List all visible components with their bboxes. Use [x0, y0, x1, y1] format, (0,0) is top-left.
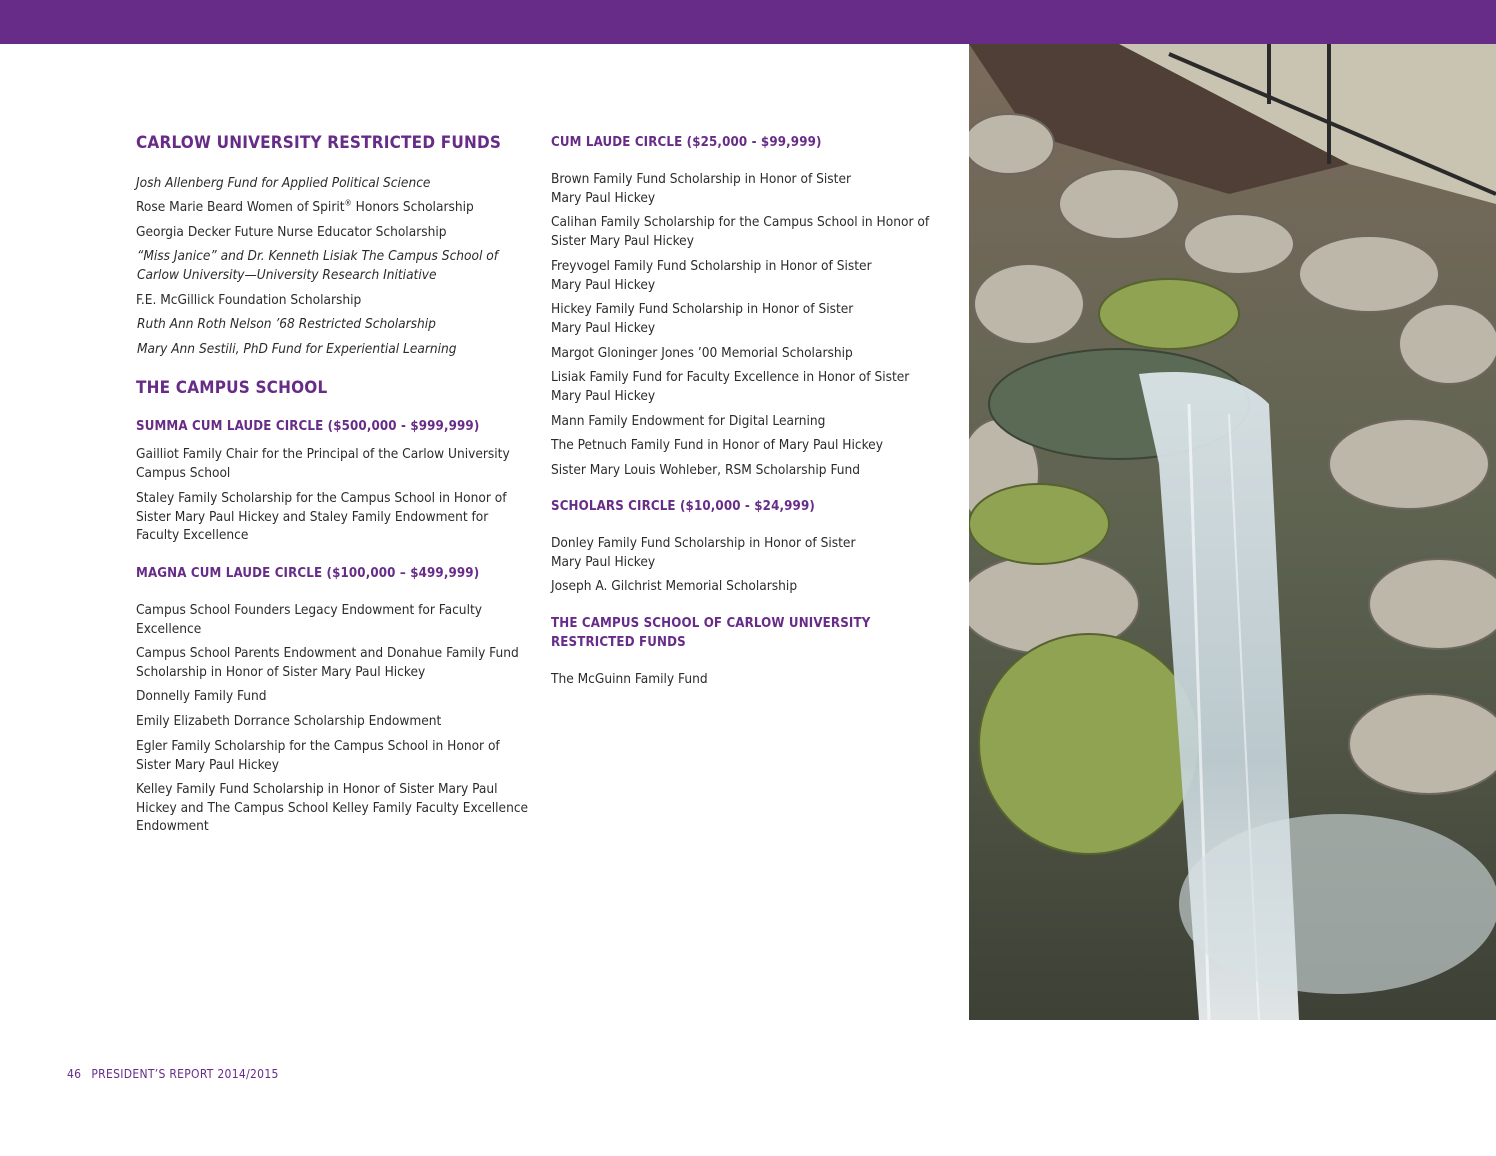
list-item: Calihan Family Scholarship for the Campus School in Honor of Sister Mary Paul Hickey [551, 214, 930, 249]
list-item: Rose Marie Beard Women of Spirit® Honors Scholarship [136, 198, 474, 215]
report-title: PRESIDENT’S REPORT 2014/2015 [91, 1067, 279, 1081]
list-item: Emily Elizabeth Dorrance Scholarship Endowment [136, 713, 442, 729]
list-item: Donnelly Family Fund [136, 688, 267, 704]
waterfall-image [969, 44, 1496, 1020]
list-item: Egler Family Scholarship for the Campus School in Honor of Sister Mary Paul Hickey [136, 738, 500, 773]
list-item: Kelley Family Fund Scholarship in Honor of Sister Mary Paul Hickey and The Campus School Kelley Family Faculty Excellence Endowment [136, 781, 529, 835]
list-item: Mary Ann Sestili, PhD Fund for Experiential Learning [137, 341, 457, 357]
heading-restricted-funds: CARLOW UNIVERSITY RESTRICTED FUNDS [136, 133, 502, 153]
heading-campus-school: THE CAMPUS SCHOOL [136, 378, 328, 398]
list-item: The Petnuch Family Fund in Honor of Mary Paul Hickey [551, 437, 883, 453]
list-item: Georgia Decker Future Nurse Educator Scholarship [136, 224, 447, 240]
list-item: Donley Family Fund Scholarship in Honor of Sister Mary Paul Hickey [551, 535, 856, 570]
page-footer [67, 1067, 279, 1081]
list-item: Freyvogel Family Fund Scholarship in Honor of Sister Mary Paul Hickey [551, 258, 872, 293]
list-item: F.E. McGillick Foundation Scholarship [136, 292, 362, 308]
waterfall-photo [969, 44, 1496, 1020]
list-item: Lisiak Family Fund for Faculty Excellence in Honor of Sister Mary Paul Hickey [551, 369, 910, 404]
heading-campus-restricted-funds: THE CAMPUS SCHOOL OF CARLOW UNIVERSITY RESTRICTED FUNDS [551, 616, 871, 650]
list-item: Margot Gloninger Jones ’00 Memorial Scholarship [551, 345, 853, 361]
list-item: Mann Family Endowment for Digital Learning [551, 413, 826, 429]
list-item: Staley Family Scholarship for the Campus School in Honor of Sister Mary Paul Hickey and Staley Family Endowment for Faculty Excellence [136, 490, 507, 544]
heading-magna-circle: MAGNA CUM LAUDE CIRCLE ($100,000 – $499,999) [136, 566, 480, 581]
list-item: Hickey Family Fund Scholarship in Honor of Sister Mary Paul Hickey [551, 301, 854, 336]
top-banner [0, 0, 1496, 44]
page-number: 46 [67, 1067, 82, 1081]
list-item: Josh Allenberg Fund for Applied Political Science [136, 175, 431, 191]
list-item: “Miss Janice” and Dr. Kenneth Lisiak The Campus School of Carlow University—University Research Initiative [137, 248, 499, 283]
list-item: Sister Mary Louis Wohleber, RSM Scholarship Fund [551, 462, 861, 478]
list-item: Brown Family Fund Scholarship in Honor of Sister Mary Paul Hickey [551, 171, 852, 206]
list-item: Campus School Parents Endowment and Donahue Family Fund Scholarship in Honor of Sister Mary Paul Hickey [136, 645, 519, 680]
list-item: Gailliot Family Chair for the Principal of the Carlow University Campus School [136, 446, 510, 481]
list-item: The McGuinn Family Fund [551, 671, 708, 687]
list-item: Ruth Ann Roth Nelson ’68 Restricted Scholarship [137, 316, 436, 332]
list-item: Joseph A. Gilchrist Memorial Scholarship [551, 578, 798, 594]
list-item: Campus School Founders Legacy Endowment for Faculty Excellence [136, 602, 482, 637]
heading-scholars-circle: SCHOLARS CIRCLE ($10,000 - $24,999) [551, 499, 815, 514]
heading-cum-laude-circle: CUM LAUDE CIRCLE ($25,000 - $99,999) [551, 135, 822, 150]
heading-summa-circle: SUMMA CUM LAUDE CIRCLE ($500,000 - $999,999) [136, 419, 480, 434]
